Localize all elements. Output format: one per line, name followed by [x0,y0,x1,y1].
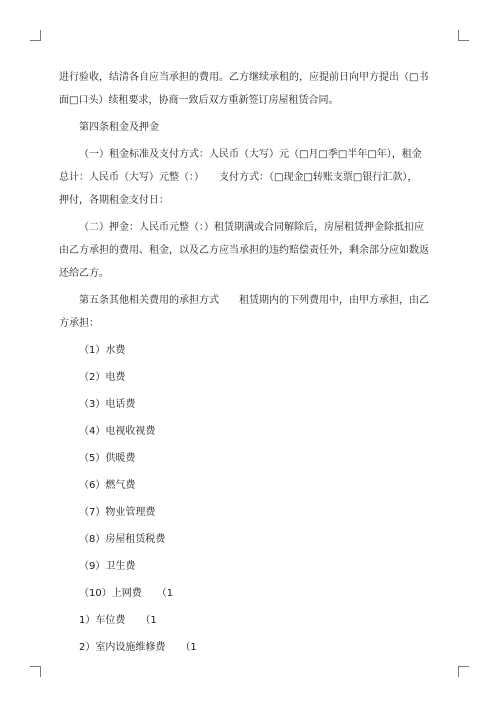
text-line: （2）电费 [79,372,126,383]
text-line: 还给乙方。 [59,268,109,279]
text-line: （8）房屋租赁税费 [79,534,166,545]
text-line: 由乙方承担的费用、租金，以及乙方应当承担的违约赔偿责任外，剩余部分应如数返 [59,245,429,256]
text-line: （7）物业管理费 [79,507,156,518]
text-line: （一）租金标准及支付方式：人民币（大写）元（□月□季□半年□年），租金 [79,149,422,160]
text-line: （1）水费 [79,345,126,356]
text-line: （3）电话费 [79,399,136,410]
corner-mark-bottom-right [458,666,469,677]
document-body [59,66,443,659]
text-line: （5）供暖费 [79,453,136,464]
text-line: 第五条其他相关费用的承担方式 租赁期内的下列费用中，由甲方承担，由乙 [79,295,429,306]
text-line: 押付，各期租金支付日： [59,195,169,206]
text-line: （9）卫生费 [79,561,136,572]
corner-mark-top-left [30,30,41,41]
text-line: 1）车位费 （1 [79,615,157,626]
text-line: （二）押金：人民币元整（：）租赁期满或合同解除后，房屋租赁押金除抵扣应 [79,222,424,233]
text-line: 第四条租金及押金 [79,122,159,133]
text-line: 方承担： [59,318,99,329]
text-line: 进行验收，结清各自应当承担的费用。乙方继续承租的，应提前日向甲方提出（□书 [59,72,429,83]
corner-mark-top-right [458,30,469,41]
text-line: （10）上网费 （1 [79,588,174,599]
text-line: （4）电视收视费 [79,426,156,437]
text-line: 2）室内设施维修费 （1 [79,642,197,653]
text-line: 总计：人民币（大写）元整（：） 支付方式：（□现金□转账支票□银行汇款）， [59,172,418,183]
corner-mark-bottom-left [30,666,41,677]
text-line: 面□口头）续租要求，协商一致后双方重新签订房屋租赁合同。 [59,95,339,106]
text-line: （6）燃气费 [79,480,136,491]
